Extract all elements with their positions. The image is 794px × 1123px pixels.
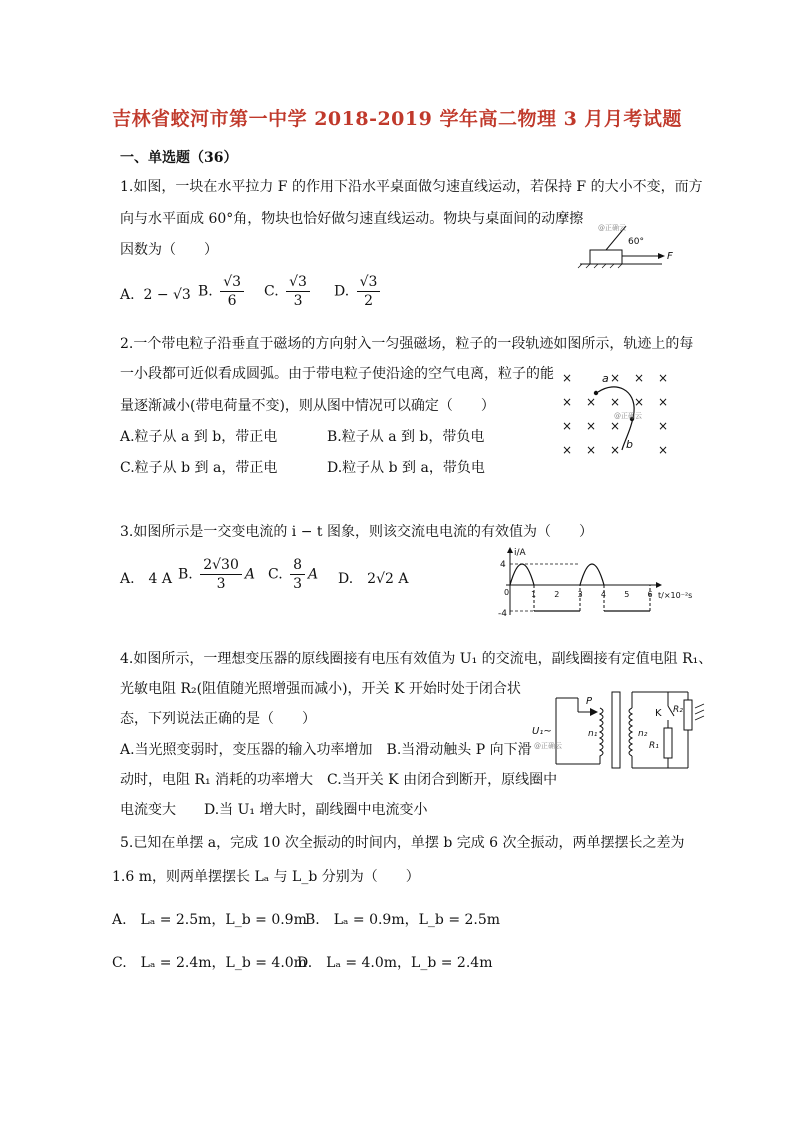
q4-fig-R1: R₁ — [649, 741, 659, 751]
q2-field-mark: × — [634, 371, 645, 385]
q3-x-tick-label: 3 — [577, 590, 583, 599]
q3-option-b — [178, 556, 255, 593]
q2-line3: 量逐渐减小(带电荷量不变)，则从图中情况可以确定（ ） — [120, 398, 495, 414]
q5-line1: 5.已知在单摆 a，完成 10 次全振动的时间内，单摆 b 完成 6 次全振动，两单摆摆长之差为 — [120, 835, 685, 851]
q2-field-mark: × — [658, 419, 669, 433]
q4-line5: 动时，电阻 R₁ 消耗的功率增大 C.当开关 K 由闭合到断开，原线圈中 — [120, 772, 558, 788]
q2-field-mark: × — [610, 395, 621, 409]
q2-field-mark: × — [658, 443, 669, 457]
q4-line2: 光敏电阻 R₂(阻值随光照增强而减小)，开关 K 开始时处于闭合状 — [120, 681, 521, 697]
q4-fig-K: K — [655, 708, 662, 719]
q3-fig-origin: 0 — [504, 588, 510, 597]
q1-option-c — [264, 273, 313, 310]
q3-x-tick-label: 6 — [647, 590, 653, 599]
q3-c-label: C. — [268, 566, 283, 583]
q2-field-mark: × — [586, 419, 597, 433]
q1-a-label: A. — [120, 287, 135, 303]
section-heading: 一、单选题（36） — [120, 150, 238, 166]
q1-line1: 1.如图，一块在水平拉力 F 的作用下沿水平桌面做匀速直线运动，若保持 F 的大小不变，而方 — [120, 179, 703, 195]
q5-line2: 1.6 m，则两单摆摆长 Lₐ 与 L_b 分别为（ ） — [112, 869, 420, 885]
q3-b-num: 2√30 — [200, 556, 242, 575]
q1-figure — [570, 218, 680, 268]
q5-option-c: C. Lₐ = 2.4m，L_b = 4.0m — [112, 955, 307, 971]
q1-c-den: 3 — [293, 293, 303, 309]
q2-fig-label-b: b — [626, 438, 633, 451]
q4-fig-R2: R₂ — [673, 705, 683, 715]
q1-b-label: B. — [198, 283, 213, 300]
q1-b-num: √3 — [220, 273, 244, 292]
q2-line1: 2.一个带电粒子沿垂直于磁场的方向射入一匀强磁场，粒子的一段轨迹如图所示，轨迹上的每 — [120, 336, 694, 352]
q2-option-a: A.粒子从 a 到 b，带正电 — [120, 429, 278, 445]
q2-field-mark: × — [610, 419, 621, 433]
q5-option-a: A. Lₐ = 2.5m，L_b = 0.9m — [112, 912, 307, 928]
q4-fig-n1: n₁ — [588, 729, 598, 739]
q1-d-den: 2 — [364, 293, 374, 309]
q4-fig-watermark: @正确云 — [534, 742, 562, 750]
q2-magnetic-field-figure — [556, 366, 676, 462]
q1-option-d — [334, 273, 383, 310]
q3-option-d: D. 2√2 A — [338, 571, 409, 587]
q3-current-graph — [498, 545, 693, 619]
q3-option-a: A. 4 A — [120, 571, 173, 587]
q3-fig-xlabel: t/×10⁻²s — [658, 591, 693, 600]
q5-option-d: D. Lₐ = 4.0m，L_b = 2.4m — [297, 955, 493, 971]
q1-d-label: D. — [334, 283, 350, 300]
q1-line2: 向与水平面成 60°角，物块也恰好做匀速直线运动。物块与桌面间的动摩擦 — [120, 211, 584, 227]
q4-line6: 电流变大 D.当 U₁ 增大时，副线圈中电流变小 — [120, 802, 428, 818]
q1-fig-angle: 60° — [628, 237, 644, 247]
q1-b-fraction — [220, 273, 244, 310]
q1-d-fraction — [357, 273, 381, 310]
q3-c-fraction — [290, 556, 305, 593]
q2-field-mark: × — [586, 443, 597, 457]
q3-c-unit: A — [308, 566, 319, 583]
q1-d-num: √3 — [357, 273, 381, 292]
q4-fig-n2: n₂ — [638, 729, 648, 739]
q3-x-tick-label: 5 — [624, 590, 630, 599]
q3-line1: 3.如图所示是一交变电流的 i − t 图象，则该交流电电流的有效值为（ ） — [120, 524, 593, 540]
q3-b-fraction — [200, 556, 242, 593]
q3-x-tick-label: 1 — [531, 590, 537, 599]
q2-line2: 一小段都可近似看成圆弧。由于带电粒子使沿途的空气电离，粒子的能 — [120, 366, 554, 382]
q5-option-b: B. Lₐ = 0.9m，L_b = 2.5m — [305, 912, 501, 928]
q1-c-fraction — [286, 273, 310, 310]
q3-fig-ymax: 4 — [500, 560, 506, 570]
q2-field-mark: × — [562, 419, 573, 433]
q3-fig-ymin: -4 — [498, 609, 507, 619]
q2-field-mark: × — [562, 395, 573, 409]
q4-transformer-circuit — [528, 686, 698, 772]
q1-c-label: C. — [264, 283, 279, 300]
q1-fig-watermark: @正确云 — [598, 224, 626, 232]
q1-a-value: 2 − √3 — [143, 287, 191, 303]
q2-field-mark: × — [562, 371, 573, 385]
q2-field-mark: × — [610, 371, 621, 385]
q2-option-d: D.粒子从 b 到 a，带负电 — [327, 460, 485, 476]
q1-fig-force: F — [667, 251, 673, 262]
q3-b-den: 3 — [216, 576, 226, 592]
q1-line3: 因数为（ ） — [120, 242, 218, 258]
q4-line4: A.当光照变弱时，变压器的输入功率增加 B.当滑动触头 P 向下滑 — [120, 742, 532, 758]
q1-option-b — [198, 273, 247, 310]
q3-x-tick-label: 2 — [554, 590, 560, 599]
q3-b-label: B. — [178, 566, 193, 583]
q3-c-den: 3 — [293, 576, 303, 592]
q2-field-mark: × — [658, 371, 669, 385]
q2-field-mark: × — [610, 443, 621, 457]
q3-b-unit: A — [244, 566, 255, 583]
q2-fig-watermark: @正确云 — [614, 412, 642, 420]
q2-field-mark: × — [658, 395, 669, 409]
q4-line1: 4.如图所示，一理想变压器的原线圈接有电压有效值为 U₁ 的交流电，副线圈接有定值电阻 R₁、 — [120, 651, 713, 667]
page-title: 吉林省蛟河市第一中学 2018-2019 学年高二物理 3 月月考试题 — [112, 108, 682, 130]
q1-b-den: 6 — [227, 293, 237, 309]
q2-field-mark: × — [586, 395, 597, 409]
q2-fig-label-a: a — [602, 372, 609, 385]
q3-x-tick-label: 4 — [600, 590, 606, 599]
q1-option-a — [120, 287, 191, 303]
q4-line3: 态，下列说法正确的是（ ） — [120, 711, 316, 727]
q3-fig-ylabel: i/A — [514, 548, 526, 558]
q3-c-num: 8 — [290, 556, 305, 575]
q2-option-c: C.粒子从 b 到 a，带正电 — [120, 460, 278, 476]
q4-fig-U1: U₁~ — [532, 726, 552, 737]
q1-c-num: √3 — [286, 273, 310, 292]
q3-option-c — [268, 556, 318, 593]
q4-fig-P: P — [586, 696, 593, 707]
q2-field-mark: × — [634, 395, 645, 409]
q2-option-b: B.粒子从 a 到 b，带负电 — [327, 429, 485, 445]
q2-field-mark: × — [562, 443, 573, 457]
